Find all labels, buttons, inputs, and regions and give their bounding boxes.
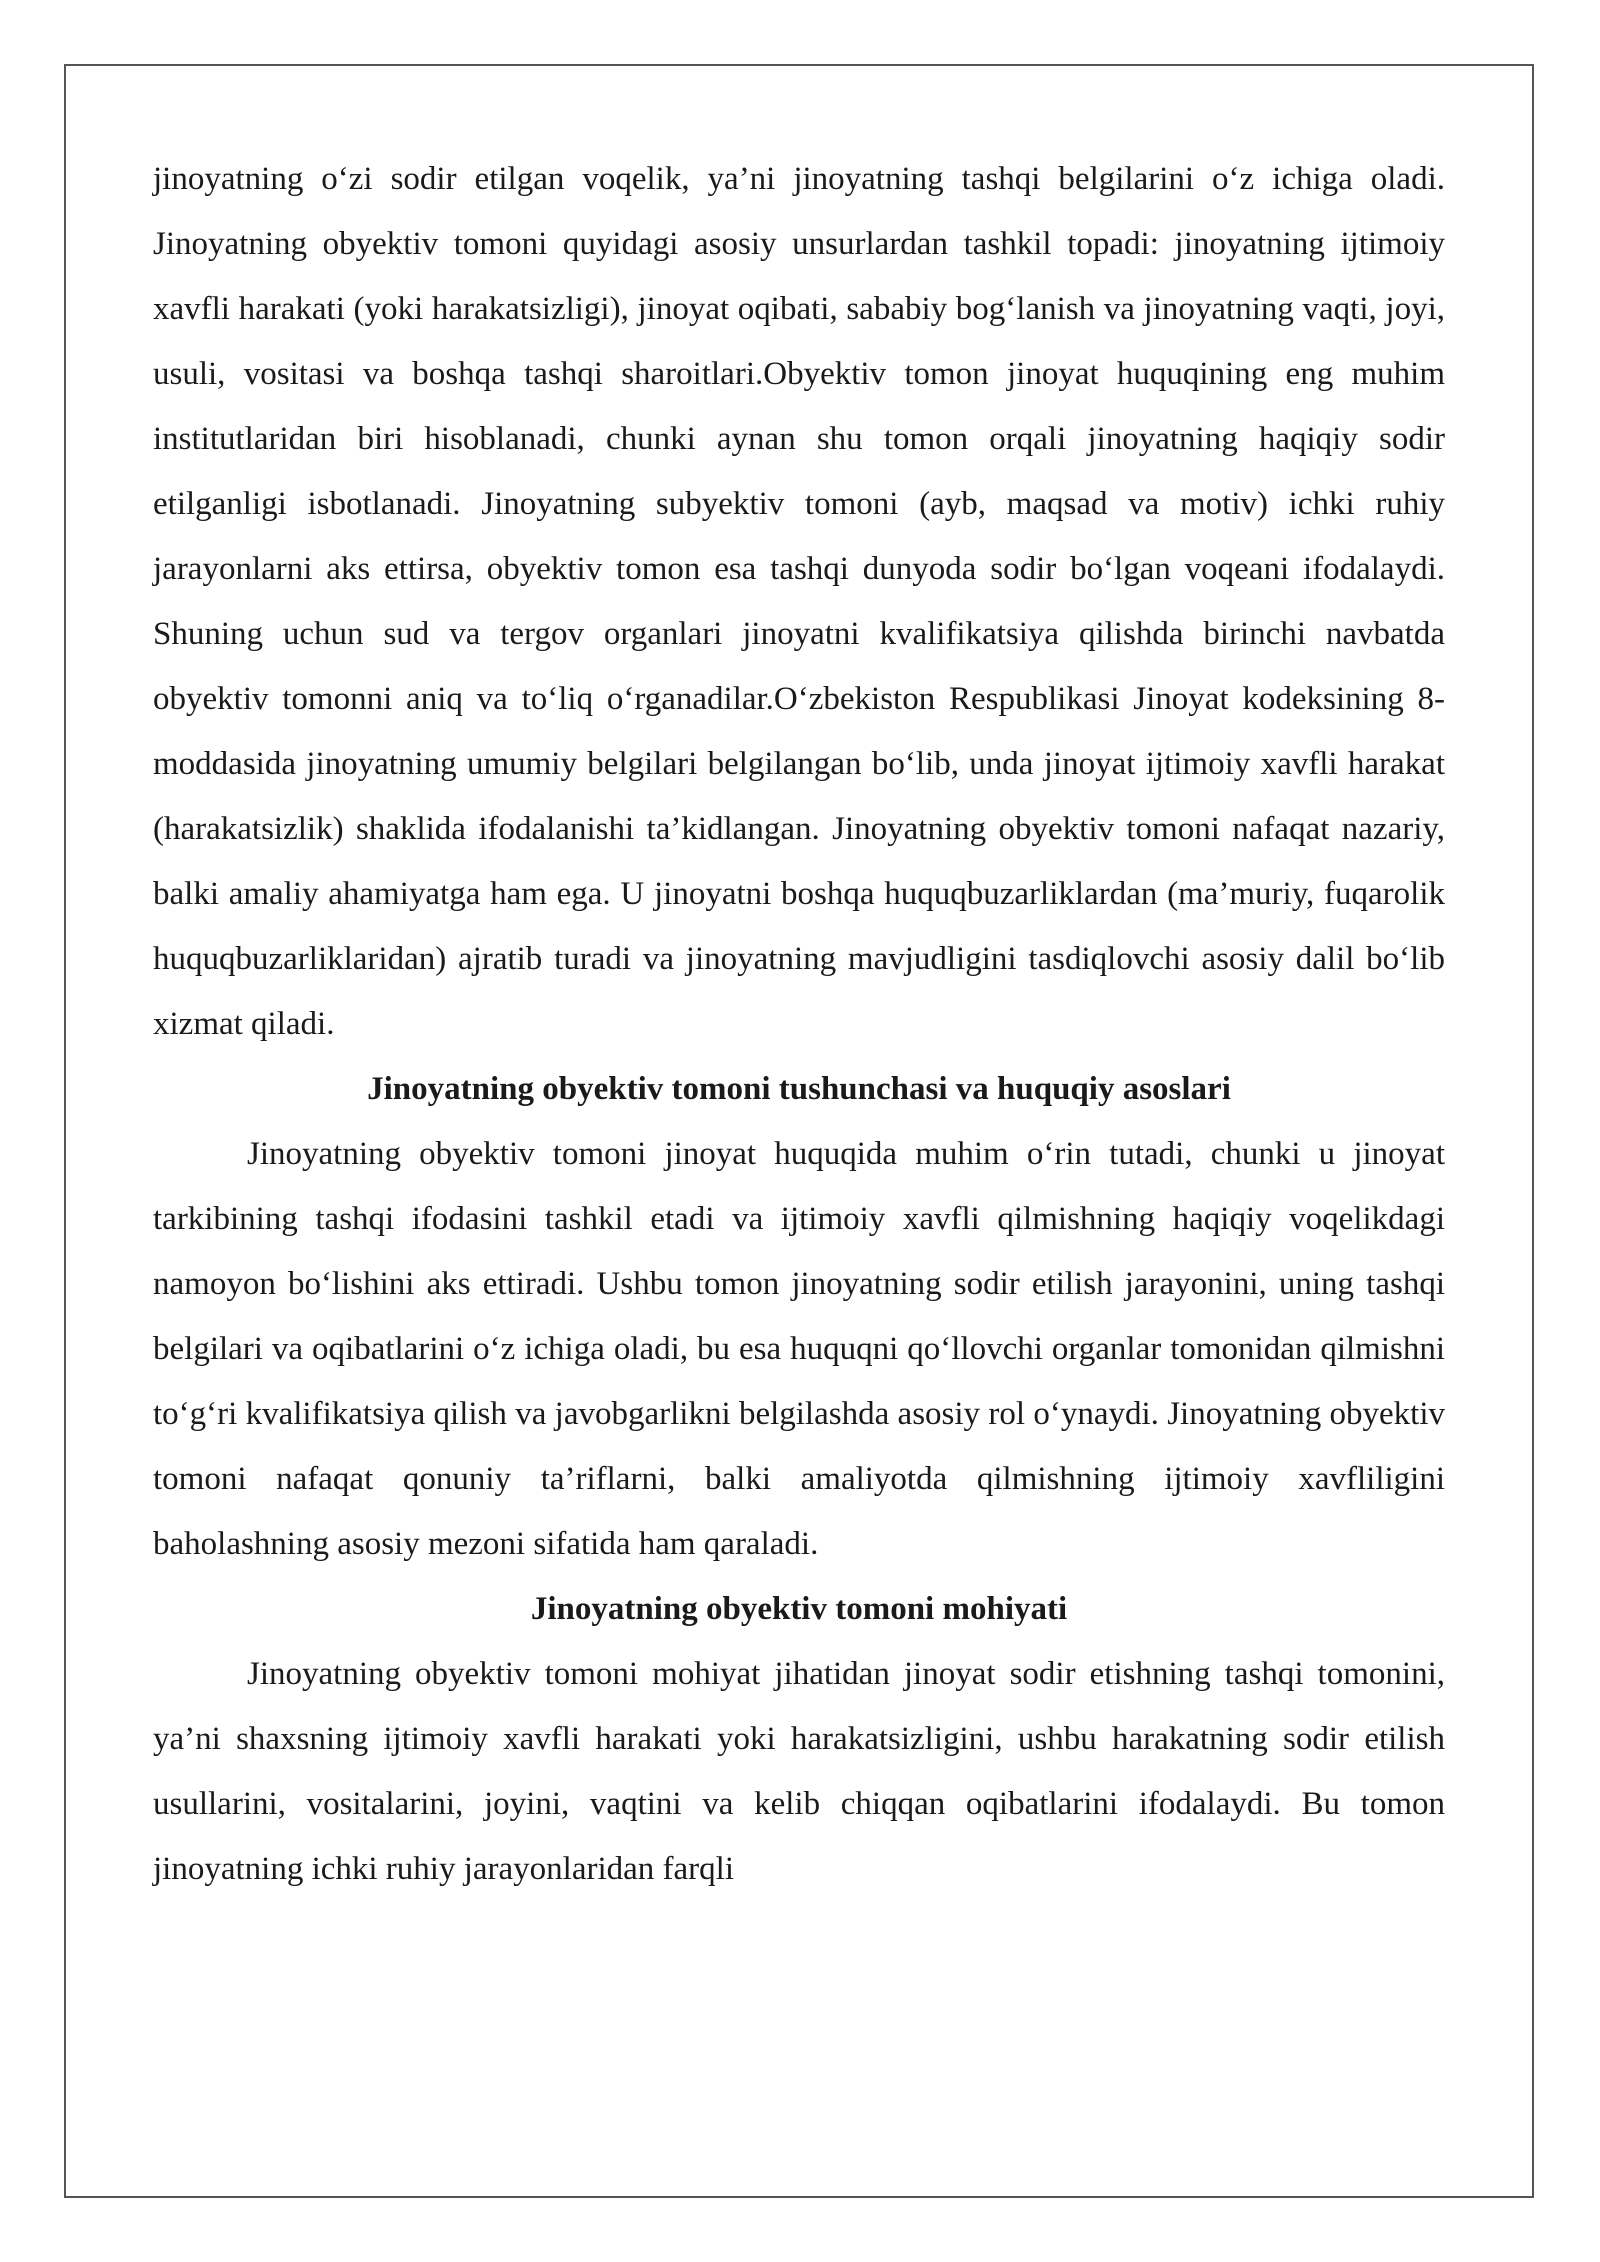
body-paragraph-1: jinoyatning o‘zi sodir etilgan voqelik, ya’ni jinoyatning tashqi belgilarini o‘z ichiga oladi. Jinoyatning obyektiv tomoni quyidagi asosiy unsurlardan tashkil topadi: jinoyatning ijtimoiy xavfli harakati (yoki harakatsizligi), jinoyat oqibati, sababiy bog‘lanish va jinoyatning vaqti, joyi, usuli, vositasi va boshqa tashqi sharoitlari.Obyektiv tomon jinoyat huquqining eng muhim institutlaridan biri hisoblanadi, chunki aynan shu tomon orqali jinoyatning haqiqiy sodir etilganligi isbotlanadi. Jinoyatning subyektiv tomoni (ayb, maqsad va motiv) ichki ruhiy jarayonlarni aks ettirsa, obyektiv tomon esa tashqi dunyoda sodir bo‘lgan voqeani ifodalaydi. Shuning uchun sud va tergov organlari jinoyatni kvalifikatsiya qilishda birinchi navbatda obyektiv tomonni aniq va to‘liq o‘rganadilar.O‘zbekiston Respublikasi Jinoyat kodeksining 8-moddasida jinoyatning umumiy belgilari belgilangan bo‘lib, unda jinoyat ijtimoiy xavfli harakat (harakatsizlik) shaklida ifodalanishi ta’kidlangan. Jinoyatning obyektiv tomoni nafaqat nazariy, balki amaliy ahamiyatga ham ega. U jinoyatni boshqa huquqbuzarliklardan (ma’muriy, fuqarolik huquqbuzarliklaridan) ajratib turadi va jinoyatning mavjudligini tasdiqlovchi asosiy dalil bo‘lib xizmat qiladi. [153, 161, 1445, 1042]
body-paragraph-3: Jinoyatning obyektiv tomoni mohiyat jihatidan jinoyat sodir etishning tashqi tomonini, ya’ni shaxsning ijtimoiy xavfli harakati yoki harakatsizligini, ushbu harakatning sodir etilish usullarini, vositalarini, joyini, vaqtini va kelib chiqqan oqibatlarini ifodalaydi. Bu tomon jinoyatning ichki ruhiy jarayonlaridan farqli [153, 1656, 1445, 1887]
section-heading-2: Jinoyatning obyektiv tomoni mohiyati [530, 1591, 1068, 1627]
document-body [153, 147, 1445, 1902]
section-heading-1: Jinoyatning obyektiv tomoni tushunchasi va huquqiy asoslari [367, 1071, 1231, 1107]
body-paragraph-2: Jinoyatning obyektiv tomoni jinoyat huquqida muhim o‘rin tutadi, chunki u jinoyat tarkibining tashqi ifodasini tashkil etadi va ijtimoiy xavfli qilmishning haqiqiy voqelikdagi namoyon bo‘lishini aks ettiradi. Ushbu tomon jinoyatning sodir etilish jarayonini, uning tashqi belgilari va oqibatlarini o‘z ichiga oladi, bu esa huquqni qo‘llovchi organlar tomonidan qilmishni to‘g‘ri kvalifikatsiya qilish va javobgarlikni belgilashda asosiy rol o‘ynaydi. Jinoyatning obyektiv tomoni nafaqat qonuniy ta’riflarni, balki amaliyotda qilmishning ijtimoiy xavfliligini baholashning asosiy mezoni sifatida ham qaraladi. [153, 1136, 1445, 1562]
